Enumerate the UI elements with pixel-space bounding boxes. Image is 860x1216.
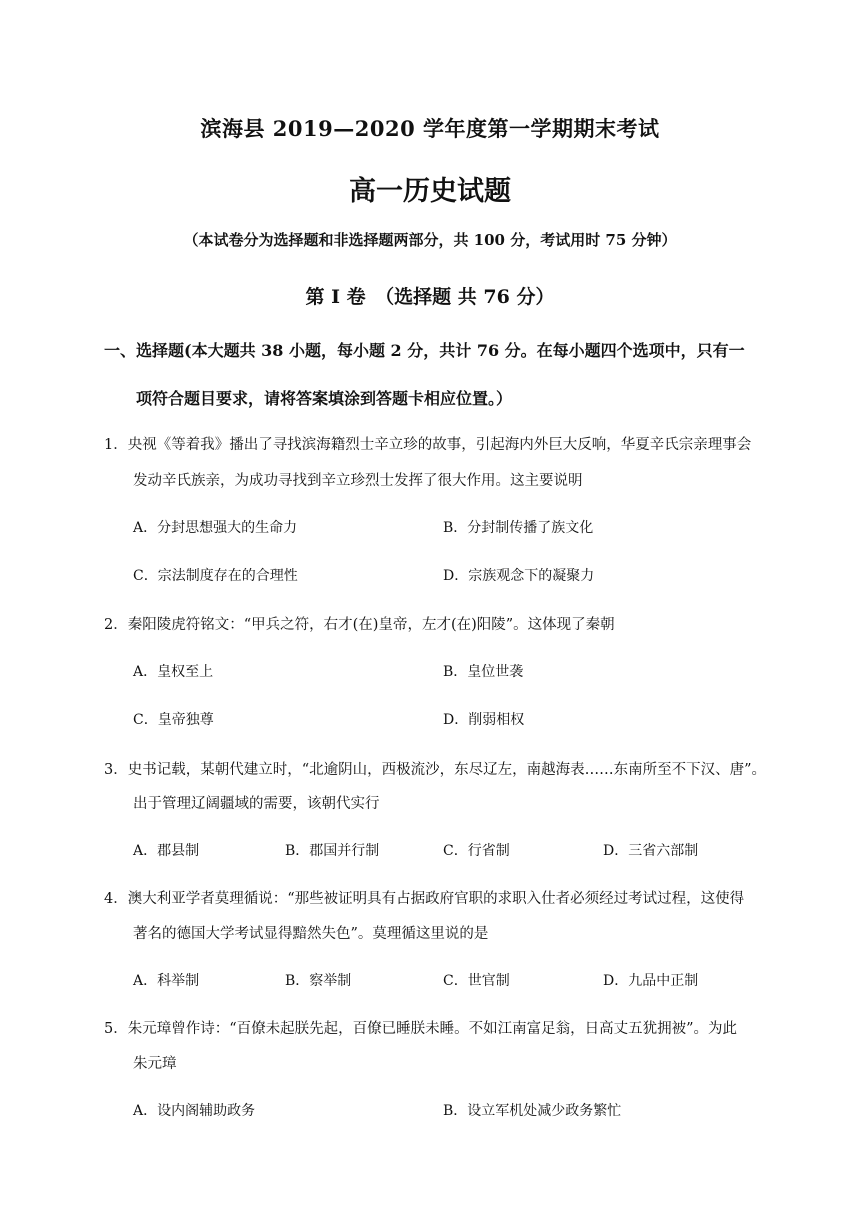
question-4-option-c: C．世官制 [443, 973, 510, 989]
question-1-text-cont: 发动辛氏族亲，为成功寻找到辛立珍烈士发挥了很大作用。这主要说明 [133, 473, 583, 489]
question-3-option-c: C．行省制 [443, 843, 510, 859]
question-1-option-b: B．分封制传播了族文化 [443, 520, 594, 536]
question-5-text: 5．朱元璋曾作诗：“百僚未起朕先起，百僚已睡朕未睡。不如江南富足翁，日高丈五犹拥被”。为此 [104, 1021, 738, 1037]
question-3-option-a: A．郡县制 [133, 843, 200, 859]
question-2-option-b: B．皇位世袭 [443, 664, 524, 680]
question-5-text-cont: 朱元璋 [133, 1056, 177, 1072]
volume-heading: 第 I 卷 （选择题 共 76 分） [305, 286, 555, 308]
exam-title: 滨海县 2019—2020 学年度第一学期期末考试 [200, 116, 660, 141]
question-4-text: 4．澳大利亚学者莫理循说：“那些被证明具有占据政府官职的求职入仕者必须经过考试过程，这使得 [104, 891, 745, 907]
section-instructions-line1: 一、选择题(本大题共 38 小题，每小题 2 分，共计 76 分。在每小题四个选项中，只有一 [104, 341, 745, 360]
question-2-option-d: D．削弱相权 [443, 712, 525, 728]
question-1-option-d: D．宗族观念下的凝聚力 [443, 568, 595, 584]
section-instructions-line2: 项符合题目要求，请将答案填涂到答题卡相应位置。） [136, 389, 513, 408]
question-1-option-a: A．分封思想强大的生命力 [133, 520, 298, 536]
question-4-text-cont: 著名的德国大学考试显得黯然失色”。莫理循这里说的是 [133, 926, 489, 942]
question-3-text-cont: 出于管理辽阔疆域的需要，该朝代实行 [133, 796, 380, 812]
question-3-option-b: B．郡国并行制 [285, 843, 380, 859]
question-5-option-b: B．设立军机处减少政务繁忙 [443, 1103, 622, 1119]
question-3-option-d: D．三省六部制 [603, 843, 699, 859]
question-2-option-a: A．皇权至上 [133, 664, 214, 680]
exam-subtitle: 高一历史试题 [349, 176, 511, 207]
question-4-option-a: A．科举制 [133, 973, 200, 989]
question-4-option-b: B．察举制 [285, 973, 352, 989]
question-3-text: 3．史书记载，某朝代建立时，“北逾阴山，西极流沙，东尽辽左，南越海表……东南所至不下汉、唐”。 [104, 762, 767, 778]
question-2-text: 2．秦阳陵虎符铭文：“甲兵之符，右才(在)皇帝，左才(在)阳陵”。这体现了秦朝 [104, 617, 615, 633]
question-1-option-c: C．宗法制度存在的合理性 [133, 568, 298, 584]
question-2-option-c: C．皇帝独尊 [133, 712, 214, 728]
question-4-option-d: D．九品中正制 [603, 973, 699, 989]
question-1-text: 1．央视《等着我》播出了寻找滨海籍烈士辛立珍的故事，引起海内外巨大反响，华夏辛氏宗亲理事会 [104, 437, 752, 453]
exam-note: （本试卷分为选择题和非选择题两部分，共 100 分，考试用时 75 分钟） [183, 231, 677, 249]
question-5-option-a: A．设内阁辅助政务 [133, 1103, 256, 1119]
